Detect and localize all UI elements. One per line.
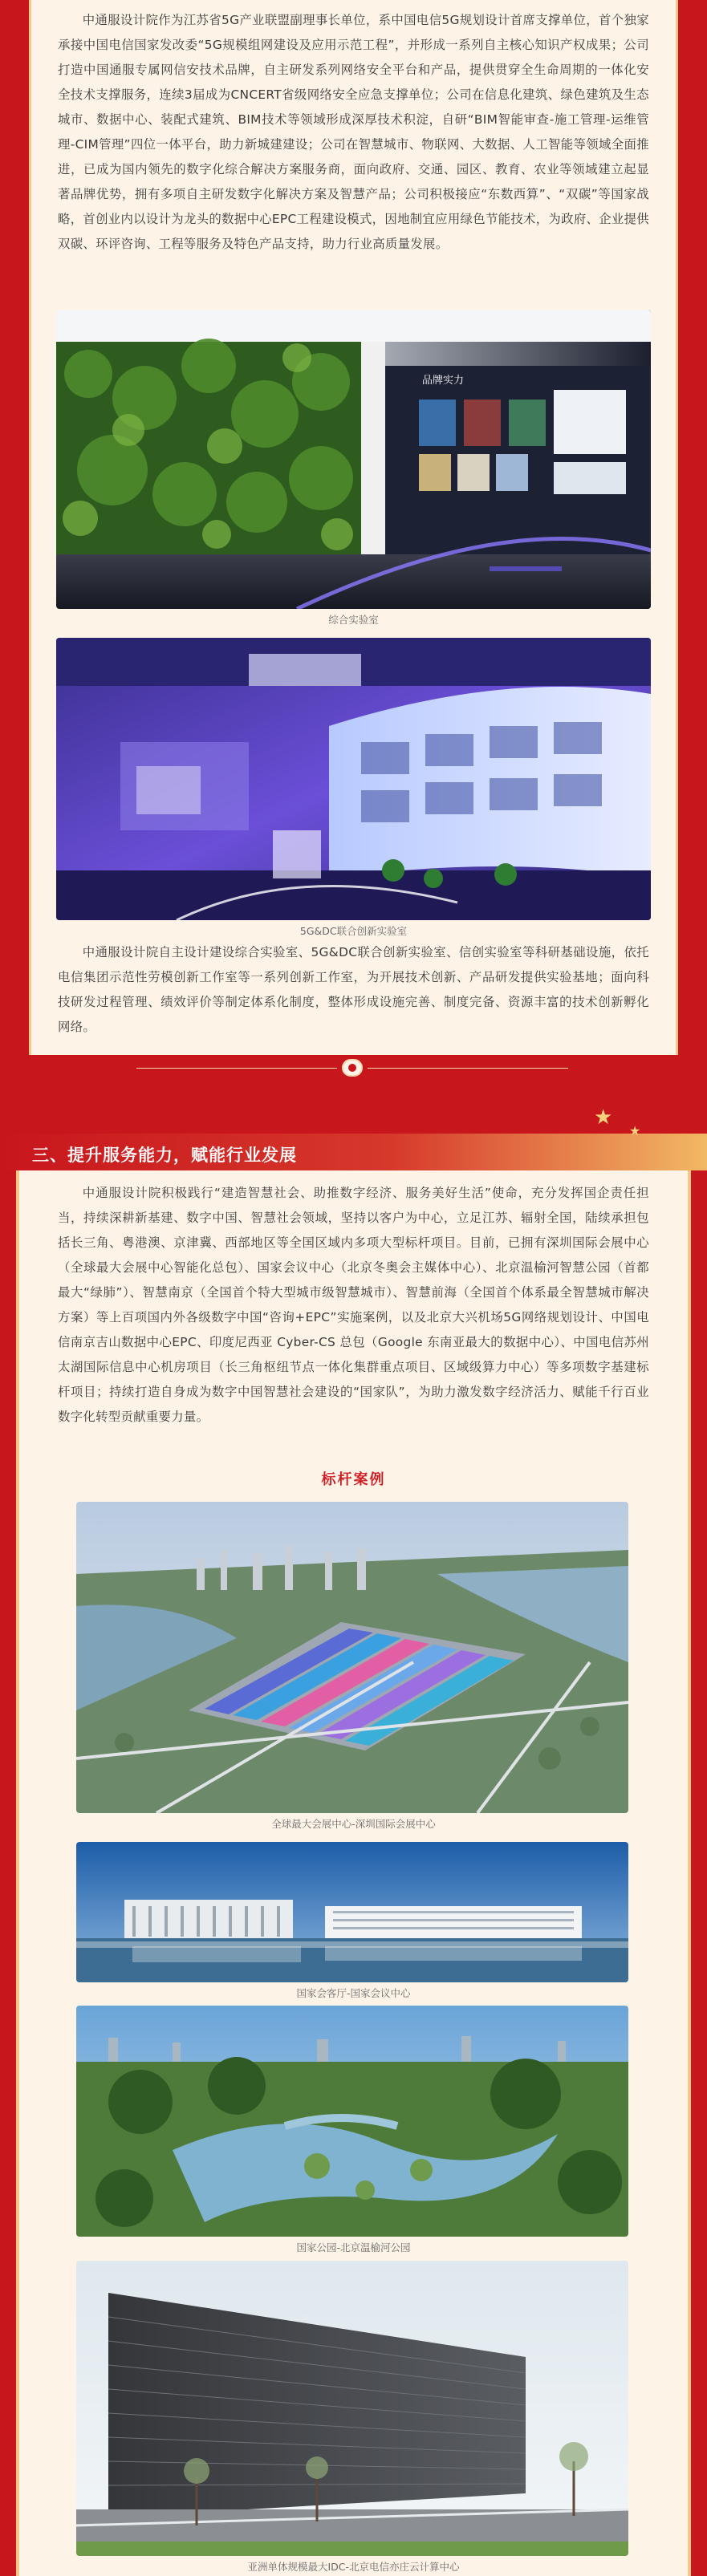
case3-caption: 国家公园-北京温榆河公园 bbox=[296, 2241, 411, 2253]
idc-photo-illustration bbox=[76, 2261, 628, 2556]
photo1-caption: 综合实验室 bbox=[328, 614, 379, 626]
services-paragraph: 中通服设计院积极践行“建造智慧社会、助推数字经济、服务美好生活”使命，充分发挥国企责任担当，持续深耕新基建、数字中国、智慧社会领域，坚持以客户为中心，立足江苏、辐射全国，陆续承担包括长三角、粤港澳、京津冀、西部地区等全国区域内多项大型标杆项目。目前，已拥有深圳国际会展中心（全球最大会展中心智能化总包）、国家会议中心（北京冬奥会主媒体中心）、北京温榆河智慧公园（首都最大“绿肺”）、智慧南京（全国首个特大型城市级智慧城市）、智慧前海（全国首个体系最全智慧城市解决方案）等上百项国内外各级数字中国“咨询+EPC”实施案例，以及北京大兴机场5G网络规划设计、中国电信南京吉山数据中心EPC、印度尼西亚 Cyber-CS 总包（Google 东南亚最大的数据中心）、中国电信苏州太湖国际信息中心机房项目（长三角枢纽节点一体化集群重点项目、区域级算力中心）等多项数字基建标杆项目；持续打造自身成为数字中国智慧社会建设的“国家队”，为助力激发数字经济活力、赋能千行百业数字化转型贡献重要力量。 bbox=[58, 1186, 649, 1424]
photo-5g-dc-lab bbox=[56, 638, 651, 920]
convention-photo-illustration bbox=[76, 1842, 628, 1982]
divider-left bbox=[136, 1068, 337, 1069]
intro-paragraph: 中通服设计院作为江苏省5G产业联盟副理事长单位，系中国电信5G规划设计首席支撑单位，首个独家承接中国电信国家发改委“5G规模组网建设及应用示范工程”，并形成一系列自主核心知识产权成果；公司打造中国通服专属网信安技术品牌，自主研发系列网络安全平台和产品，提供贯穿全生命周期的一体化安全技术支撑服务，连续3届成为CNCERT省级网络安全应急支撑单位；公司在信息化建筑、绿色建筑及生态城市、数据中心、装配式建筑、BIM技术等领域形成深厚技术积淀，自研“BIM智能审查-施工管理-运维管理-CIM管理”四位一体平台，助力新城建建设；公司在智慧城市、物联网、大数据、人工智能等领域全面推进，已成为国内领先的数字化综合解决方案服务商，面向政府、交通、园区、教育、农业等领域建立起显著品牌优势，拥有多项自主研发数字化解决方案及智慧产品；公司积极接应“东数西算”、“双碳”等国家战略，首创业内以设计为龙头的数据中心EPC工程建设模式，因地制宜应用绿色节能技术，为政府、企业提供双碳、环评咨询、工程等服务及特色产品支持，助力行业高质量发展。 bbox=[58, 13, 649, 251]
case-photo-wenyu-river-park bbox=[76, 2006, 628, 2237]
lab-photo-illustration bbox=[56, 310, 651, 609]
case-photo-national-convention-center bbox=[76, 1842, 628, 1982]
case4-caption: 亚洲单体规模最大IDC-北京电信亦庄云计算中心 bbox=[247, 2561, 460, 2573]
labs-paragraph: 中通服设计院自主设计建设综合实验室、5G&DC联合创新实验室、信创实验室等科研基础设施，依托电信集团示范性劳模创新工作室等一系列创新工作室，为开展技术创新、产品研发提供实验基地；面向科技研发过程管理、绩效评价等制定体系化制度，整体形成设施完善、制度完备、资源丰富的技术创新孵化网络。 bbox=[58, 945, 649, 1034]
star-icon: ★ bbox=[594, 1105, 613, 1130]
divider-ornament bbox=[342, 1059, 363, 1077]
benchmark-cases-heading: 标杆案例 bbox=[321, 1471, 386, 1488]
case1-caption: 全球最大会展中心-深圳国际会展中心 bbox=[271, 1818, 436, 1830]
divider-right bbox=[368, 1068, 568, 1069]
photo-comprehensive-lab bbox=[56, 310, 651, 609]
svg-text:品牌实力: 品牌实力 bbox=[422, 375, 465, 387]
5g-lab-photo-illustration bbox=[56, 638, 651, 920]
star-icon-small: ★ bbox=[629, 1123, 641, 1138]
expo-photo-illustration bbox=[76, 1502, 628, 1813]
park-photo-illustration bbox=[76, 2006, 628, 2237]
section-title: 三、提升服务能力，赋能行业发展 bbox=[32, 1146, 297, 1165]
case-photo-shenzhen-expo bbox=[76, 1502, 628, 1813]
case2-caption: 国家会客厅-国家会议中心 bbox=[296, 1987, 411, 1999]
case-photo-yizhuang-idc bbox=[76, 2261, 628, 2556]
photo2-caption: 5G&DC联合创新实验室 bbox=[299, 925, 408, 937]
